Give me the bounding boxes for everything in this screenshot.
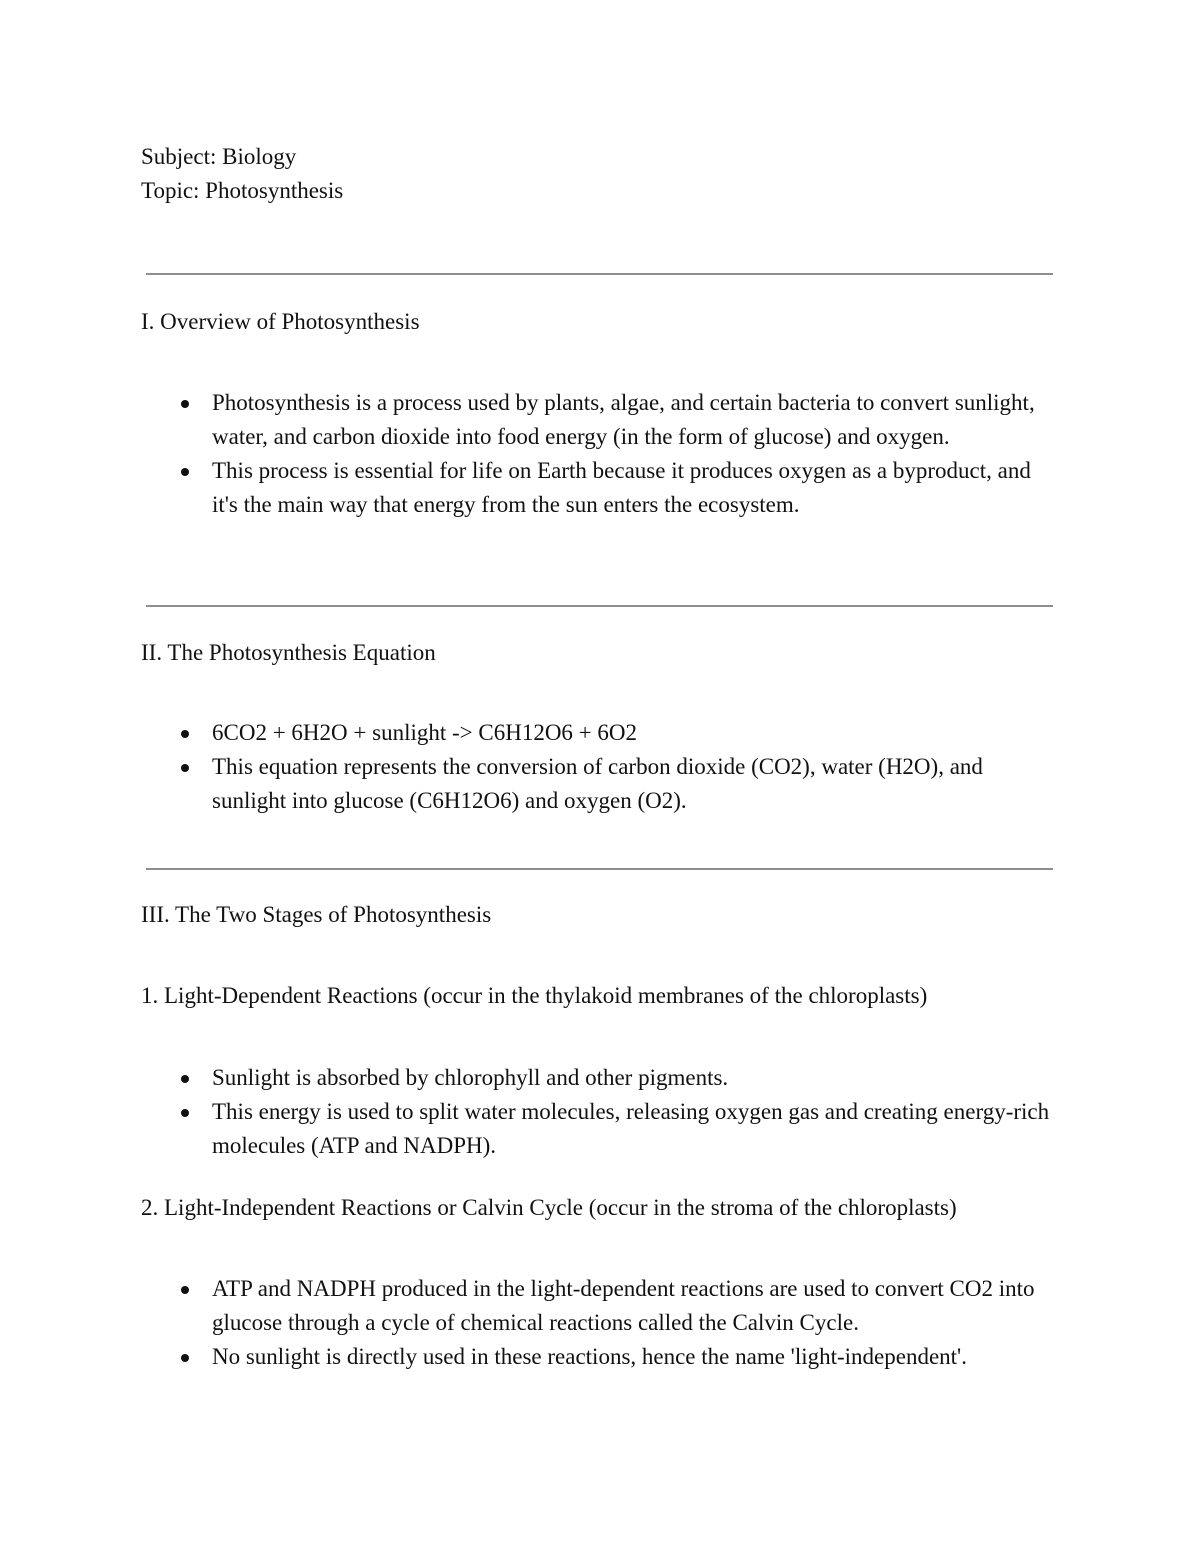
list-item-text: This process is essential for life on Earth because it produces oxygen as a byproduct, and it's the main way that energy from the sun enters the ecosystem.: [212, 458, 1031, 517]
bullet-icon: [181, 730, 189, 738]
bullet-icon: [181, 468, 189, 476]
list-item-text: This energy is used to split water molecules, releasing oxygen gas and creating energy-rich molecules (ATP and NADPH).: [212, 1099, 1050, 1158]
list-item: [141, 750, 1061, 818]
list-item: [141, 1061, 1061, 1095]
list-item: [141, 1272, 1061, 1340]
divider: [146, 868, 1053, 870]
divider: [146, 273, 1053, 275]
list-item-text: Sunlight is absorbed by chlorophyll and other pigments.: [212, 1065, 729, 1090]
list-item: [141, 716, 1061, 750]
subject-line: Subject: Biology: [141, 144, 297, 169]
bullet-icon: [181, 400, 189, 408]
list-item: [141, 454, 1061, 522]
subheading-light-dependent: 1. Light-Dependent Reactions (occur in the thylakoid membranes of the chloroplasts): [141, 983, 928, 1008]
list-item: [141, 1340, 1061, 1374]
bullet-icon: [181, 764, 189, 772]
light-independent-bullet-list: [141, 1272, 1061, 1374]
equation-bullet-list: [141, 716, 1061, 818]
section-heading-equation: II. The Photosynthesis Equation: [141, 640, 436, 665]
topic-line: Topic: Photosynthesis: [141, 178, 344, 203]
bullet-icon: [181, 1075, 189, 1083]
list-item-text: ATP and NADPH produced in the light-dependent reactions are used to convert CO2 into glucose through a cycle of chemical reactions called the Calvin Cycle.: [212, 1276, 1035, 1335]
list-item-text: Photosynthesis is a process used by plants, algae, and certain bacteria to convert sunlight, water, and carbon dioxide into food energy (in the form of glucose) and oxygen.: [212, 390, 1035, 449]
bullet-icon: [181, 1286, 189, 1294]
section-heading-stages: III. The Two Stages of Photosynthesis: [141, 902, 492, 927]
list-item: [141, 386, 1061, 454]
list-item-text: No sunlight is directly used in these reactions, hence the name 'light-independent'.: [212, 1344, 967, 1369]
list-item-text: This equation represents the conversion of carbon dioxide (CO2), water (H2O), and sunlight into glucose (C6H12O6) and oxygen (O2).: [212, 754, 983, 813]
subheading-light-independent: 2. Light-Independent Reactions or Calvin Cycle (occur in the stroma of the chloroplasts): [141, 1195, 957, 1220]
list-item: [141, 1095, 1061, 1163]
bullet-icon: [181, 1354, 189, 1362]
bullet-icon: [181, 1109, 189, 1117]
equation-text: 6CO2 + 6H2O + sunlight -> C6H12O6 + 6O2: [212, 720, 638, 745]
section-heading-overview: I. Overview of Photosynthesis: [141, 309, 420, 334]
light-dependent-bullet-list: [141, 1061, 1061, 1163]
overview-bullet-list: [141, 386, 1061, 522]
divider: [146, 605, 1053, 607]
